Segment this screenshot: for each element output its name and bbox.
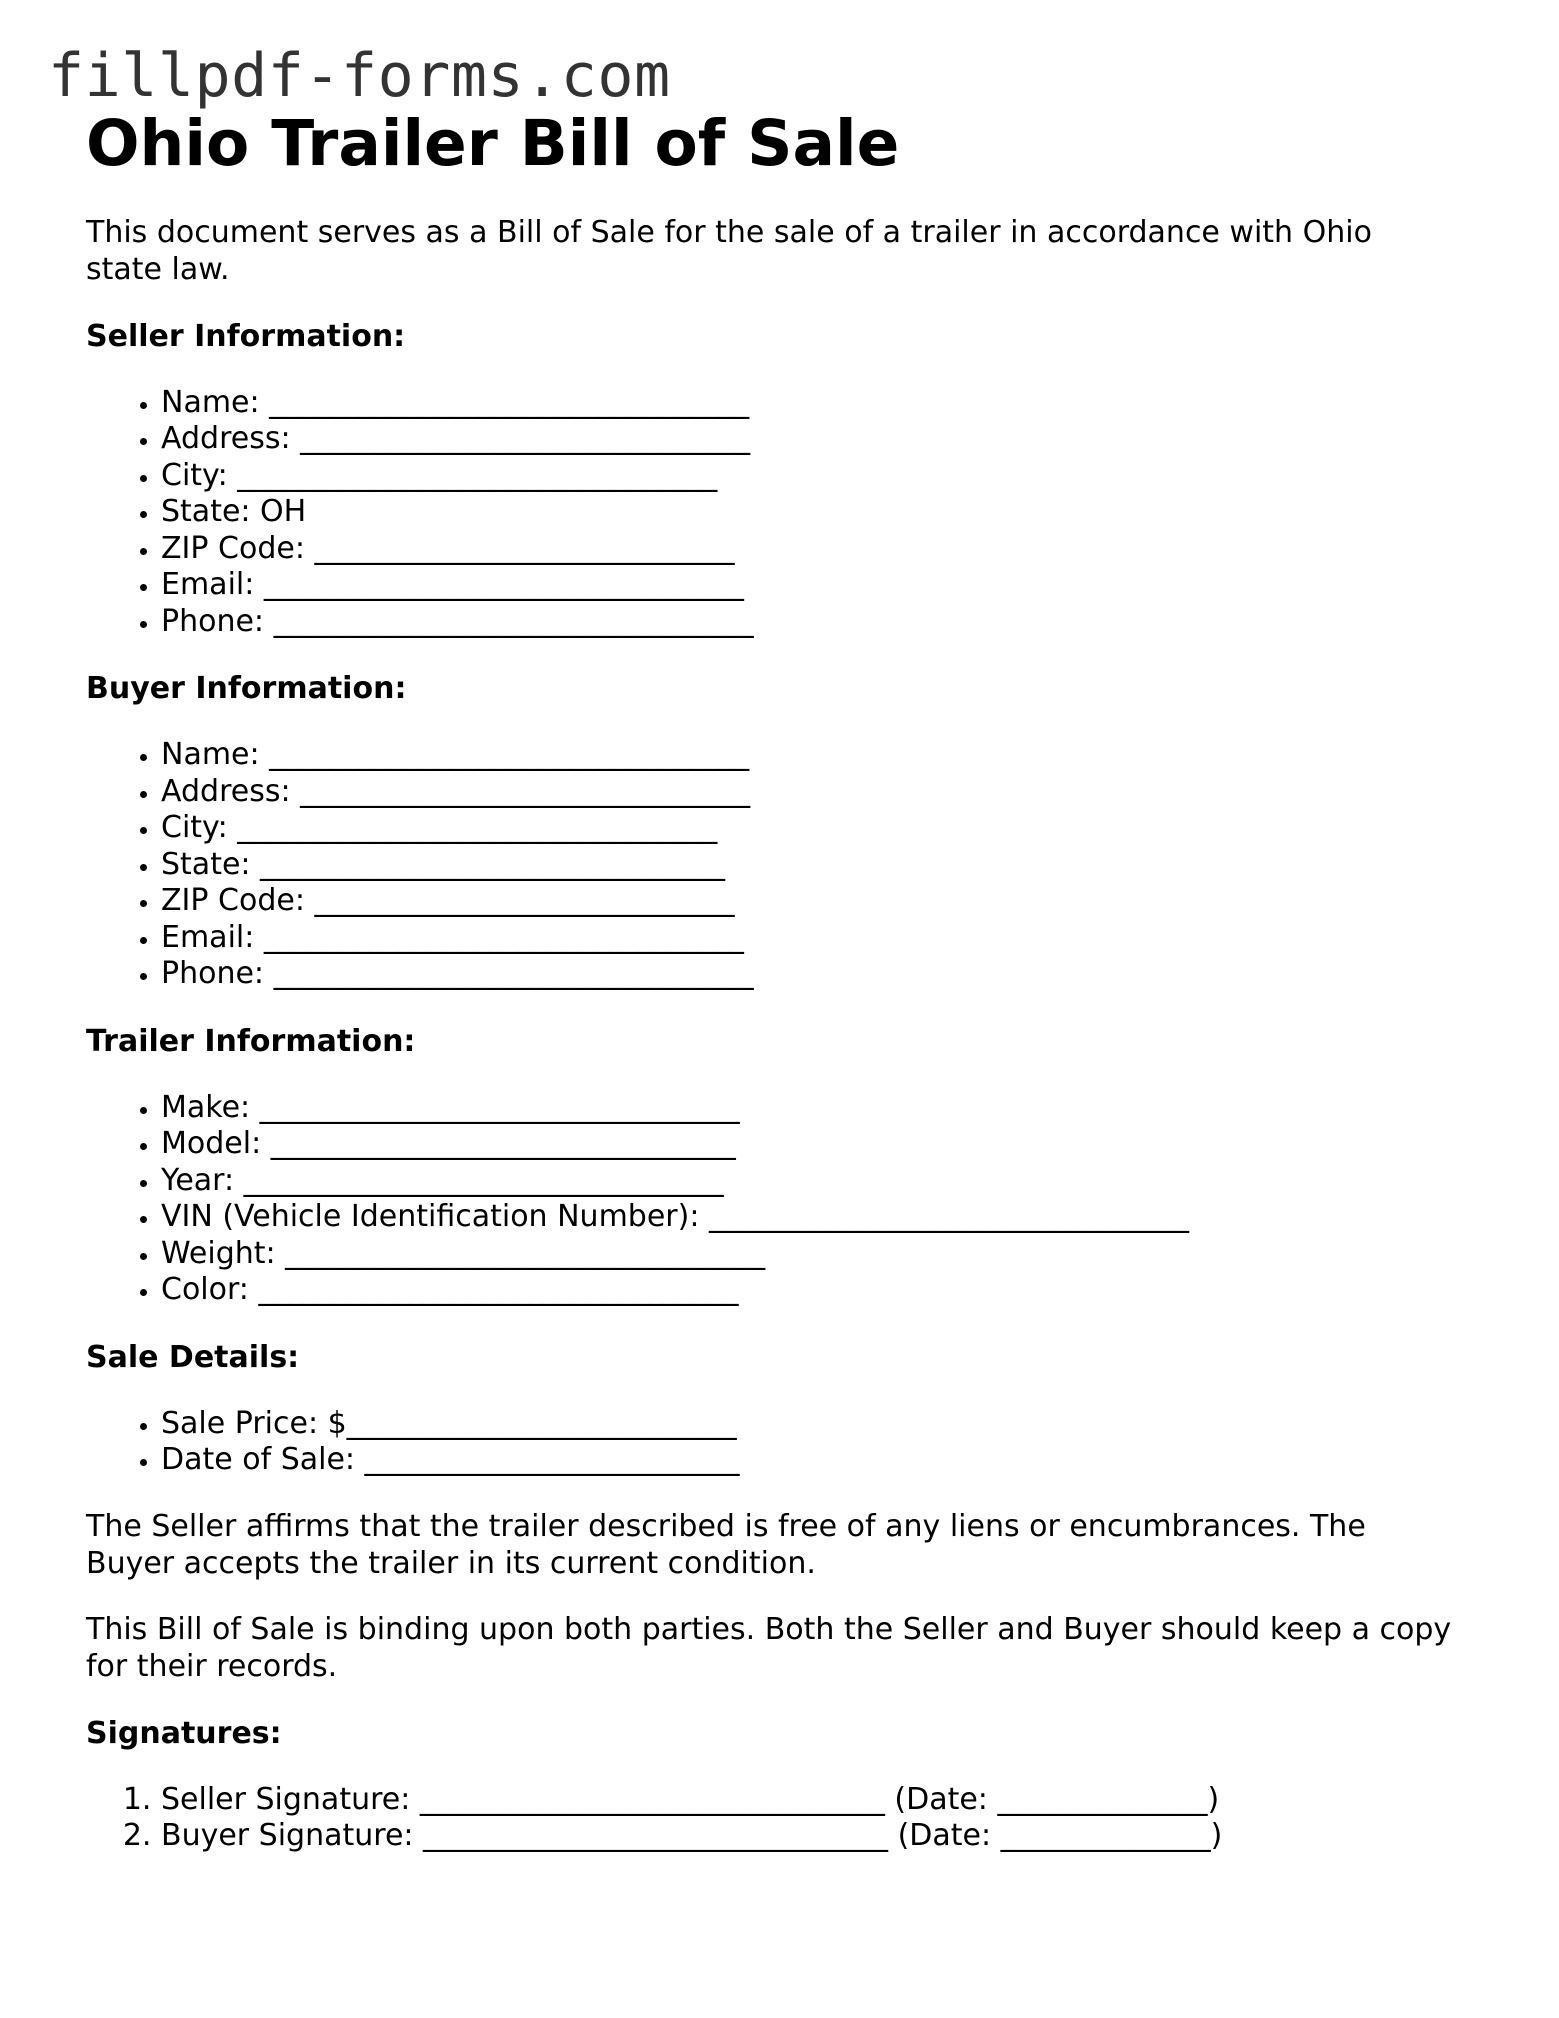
seller-email-field[interactable]: • Email: ________________________________: [161, 567, 1486, 604]
sale-heading: Sale Details:: [86, 1339, 300, 1375]
trailer-year-field[interactable]: • Year: ________________________________: [161, 1163, 1486, 1200]
watermark: fillpdf-forms.com: [48, 41, 671, 111]
signatures-heading: Signatures:: [86, 1715, 282, 1751]
buyer-email-field[interactable]: • Email: ________________________________: [161, 920, 1486, 957]
liens-paragraph: The Seller affirms that the trailer described is free of any liens or encumbrances. The Buyer accepts the trailer in its current condition.: [86, 1508, 1366, 1581]
document-body: [86, 106, 1486, 1855]
buyer-signature-field[interactable]: 2. Buyer Signature: _______________________________ (Date: ______________): [161, 1818, 1486, 1855]
buyer-zip-field[interactable]: • ZIP Code: ____________________________: [161, 883, 1486, 920]
document-title: Ohio Trailer Bill of Sale: [86, 107, 900, 180]
trailer-heading: Trailer Information:: [86, 1023, 416, 1059]
seller-list: [86, 385, 1486, 641]
seller-address-field[interactable]: • Address: ______________________________: [161, 421, 1486, 458]
trailer-model-field[interactable]: • Model: _______________________________: [161, 1126, 1486, 1163]
seller-signature-field[interactable]: 1. Seller Signature: _______________________________ (Date: ______________): [161, 1782, 1486, 1819]
trailer-color-field[interactable]: • Color: ________________________________: [161, 1272, 1486, 1309]
sale-price-field[interactable]: • Sale Price: $__________________________: [161, 1406, 1486, 1443]
seller-zip-field[interactable]: • ZIP Code: ____________________________: [161, 531, 1486, 568]
buyer-name-field[interactable]: • Name: ________________________________: [161, 737, 1486, 774]
binding-paragraph: This Bill of Sale is binding upon both parties. Both the Seller and Buyer should keep a copy for their records.: [86, 1611, 1452, 1684]
trailer-vin-field[interactable]: • VIN (Vehicle Identification Number): ________________________________: [161, 1199, 1486, 1236]
seller-phone-field[interactable]: • Phone: ________________________________: [161, 604, 1486, 641]
intro-paragraph: This document serves as a Bill of Sale for the sale of a trailer in accordance with Ohio state law.: [86, 214, 1372, 287]
trailer-make-field[interactable]: • Make: ________________________________: [161, 1090, 1486, 1127]
buyer-heading: Buyer Information:: [86, 671, 407, 707]
seller-heading: Seller Information:: [86, 318, 406, 354]
sale-date-field[interactable]: • Date of Sale: _________________________: [161, 1442, 1486, 1479]
buyer-address-field[interactable]: • Address: ______________________________: [161, 774, 1486, 811]
buyer-state-field[interactable]: • State: _______________________________: [161, 847, 1486, 884]
buyer-list: [86, 737, 1486, 993]
buyer-phone-field[interactable]: • Phone: ________________________________: [161, 956, 1486, 993]
signatures-list: [86, 1782, 1486, 1855]
seller-state-field: • State: OH: [161, 494, 1486, 531]
buyer-city-field[interactable]: • City: ________________________________: [161, 810, 1486, 847]
seller-city-field[interactable]: • City: ________________________________: [161, 458, 1486, 495]
sale-list: [86, 1406, 1486, 1479]
seller-name-field[interactable]: • Name: ________________________________: [161, 385, 1486, 422]
trailer-list: [86, 1090, 1486, 1309]
trailer-weight-field[interactable]: • Weight: ________________________________: [161, 1236, 1486, 1273]
